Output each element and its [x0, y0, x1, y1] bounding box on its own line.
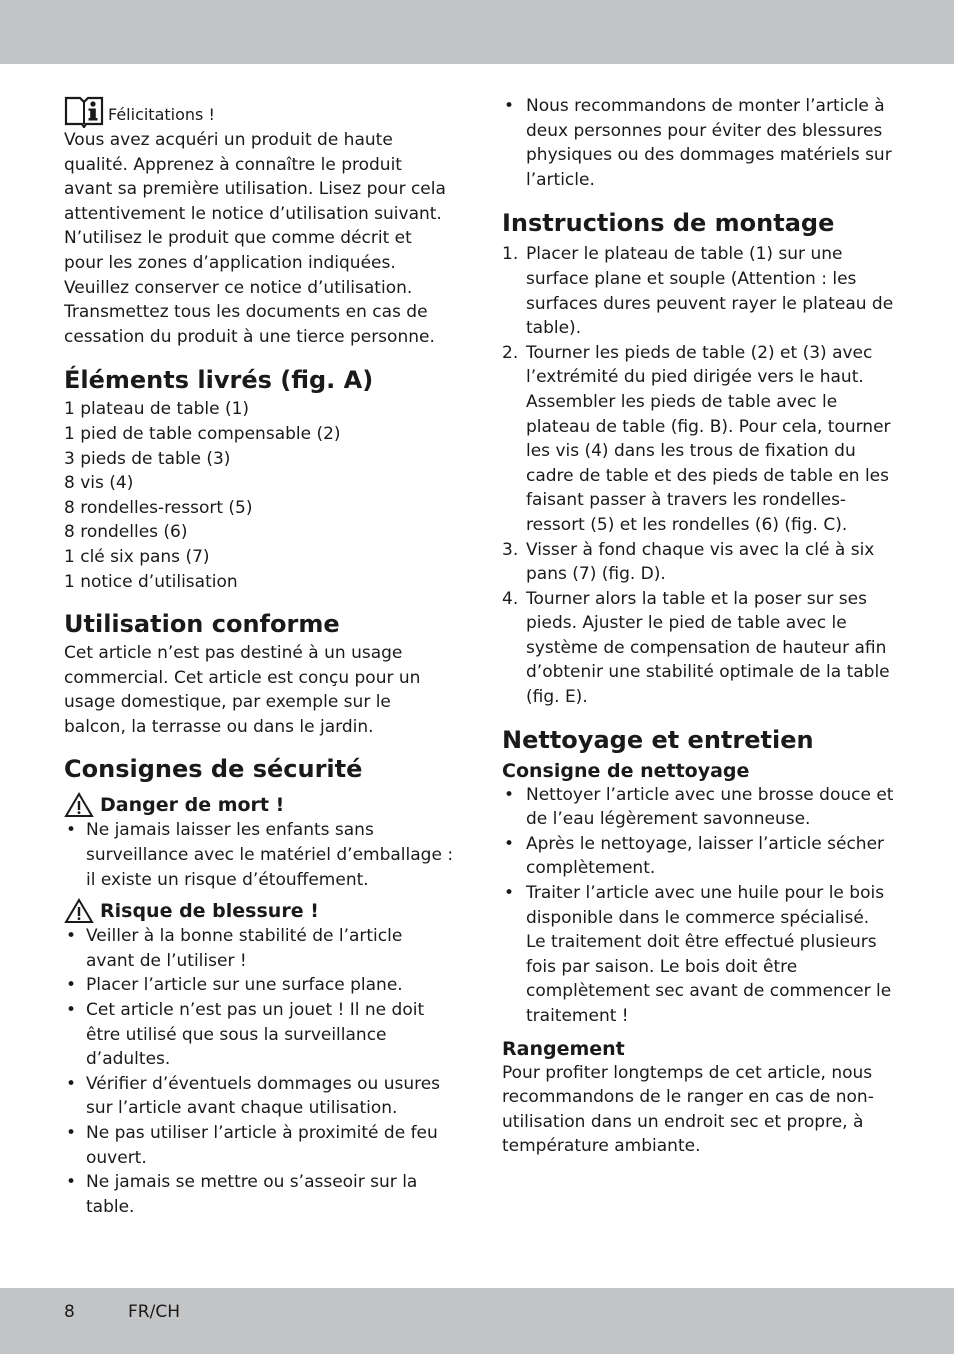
injury-item-text: Ne pas utiliser l’article à proximité de feu ouvert. [86, 1123, 438, 1168]
assembly-title: Instructions de montage [502, 209, 835, 238]
contents-item: 1 plateau de table (1) [64, 399, 250, 420]
danger-heading-row [64, 792, 454, 818]
warning-triangle-icon [64, 898, 94, 924]
care-title: Nettoyage et entretien [502, 725, 814, 754]
safety-title: Consignes de sécurité [64, 755, 363, 784]
danger-item-text: Ne jamais laisser les enfants sans surveillance avec le matériel d’emballage : il existe un risque d’étouffement. [86, 820, 454, 890]
intro-heading-row [64, 94, 454, 128]
warning-triangle-icon [64, 792, 94, 818]
injury-item-text: Placer l’article sur une surface plane. [86, 975, 403, 996]
cleaning-item [502, 783, 894, 832]
language-code: FR/CH [128, 1302, 180, 1322]
injury-item-text: Cet article n’est pas un jouet ! Il ne doit être utilisé que sous la surveillance d’adultes. [86, 1000, 425, 1070]
cleaning-item-text: Traiter l’article avec une huile pour le bois disponible dans le commerce spécialisé. [526, 883, 885, 928]
step-number: 2. [502, 342, 519, 363]
injury-item [64, 973, 454, 998]
right-column [502, 94, 894, 1159]
bullet-dot: • [504, 833, 515, 854]
injury-item [64, 1121, 454, 1170]
cleaning-title: Consigne de nettoyage [502, 759, 750, 782]
treatment-note: Le traitement doit être effectué plusieurs fois par saison. Le bois doit être complètement sec avant de commencer le traitement ! [526, 932, 892, 1026]
step-text: Visser à fond chaque vis avec la clé à six pans (7) (fig. D). [526, 539, 875, 585]
contents-list [64, 397, 454, 594]
step-text: Tourner les pieds de table (2) et (3) avec l’extrémité du pied dirigée vers le haut. Assembler les pieds de table avec le plateau de table (fig. B). Pour cela, tourner les vis (4) dans les trous de fixation du cadre de table et des pieds de table en les faisant passer à travers les rondelles-ressort (5) et les rondelles (6) (fig. C). [526, 342, 891, 535]
bullet-dot: • [66, 1172, 77, 1193]
step-number: 4. [502, 588, 519, 609]
injury-heading-row [64, 898, 454, 924]
contents-item: 3 pieds de table (3) [64, 448, 231, 469]
assembly-step [502, 538, 894, 587]
injury-title: Risque de blessure ! [100, 900, 319, 923]
bullet-dot: • [66, 926, 77, 947]
bullet-dot: • [66, 820, 77, 841]
bullet-dot: • [504, 96, 515, 116]
contents-item: 8 vis (4) [64, 473, 134, 494]
step-text: Placer le plateau de table (1) sur une surface plane et souple (Attention : les surfaces dures peuvent rayer le plateau de table). [526, 244, 894, 339]
injury-item-text: Veiller à la bonne stabilité de l’article avant de l’utiliser ! [86, 926, 403, 971]
contents-item: 1 notice d’utilisation [64, 571, 238, 592]
safety-continued-text: Nous recommandons de monter l’article à deux personnes pour éviter des blessures physiques ou des dommages matériels sur l’article. [526, 96, 892, 190]
bullet-dot: • [504, 784, 515, 805]
bullet-dot: • [66, 1073, 77, 1094]
contents-item: 8 rondelles-ressort (5) [64, 497, 253, 518]
intro-heading: Félicitations ! [108, 105, 215, 125]
storage-title: Rangement [502, 1037, 625, 1060]
contents-item: 1 clé six pans (7) [64, 546, 210, 567]
danger-title: Danger de mort ! [100, 794, 285, 817]
injury-item [64, 998, 454, 1072]
safety-continued-item [502, 94, 894, 192]
cleaning-item-text: Après le nettoyage, laisser l’article sécher complètement. [526, 833, 885, 879]
intro-paragraph-2: N’utilisez le produit que comme décrit et pour les zones d’application indiquées. Veuillez conserver ce notice d’utilisation. Transmettez tous les documents en cas de cessation du produit à une tierce personne. [64, 228, 435, 347]
step-number: 3. [502, 539, 519, 560]
injury-item-text: Ne jamais se mettre ou s’asseoir sur la table. [86, 1172, 418, 1217]
assembly-step [502, 242, 894, 340]
contents-item: 8 rondelles (6) [64, 522, 188, 543]
cleaning-item [502, 881, 894, 930]
injury-item [64, 1072, 454, 1121]
cleaning-item-text: Nettoyer l’article avec une brosse douce et de l’eau légèrement savonneuse. [526, 784, 894, 830]
header-band [0, 0, 954, 64]
bullet-dot: • [66, 1123, 77, 1143]
cleaning-item [502, 832, 894, 881]
injury-item [64, 1170, 454, 1219]
bullet-dot: • [66, 1000, 77, 1021]
injury-item-text: Vérifier d’éventuels dommages ou usures sur l’article avant chaque utilisation. [86, 1073, 441, 1119]
storage-text: Pour profiter longtemps de cet article, nous recommandons de le ranger en cas de non-utilisation dans un endroit sec et propre, à température ambiante. [502, 1062, 874, 1157]
intended-use-title: Utilisation conforme [64, 610, 340, 639]
assembly-step [502, 341, 894, 538]
info-book-icon [64, 94, 104, 128]
assembly-step [502, 587, 894, 710]
contents-title: Éléments livrés (fig. A) [64, 366, 374, 395]
page-number: 8 [64, 1302, 75, 1322]
step-text: Tourner alors la table et la poser sur ses pieds. Ajuster le pied de table avec le système de compensation de hauteur afin d’obtenir une stabilité optimale de la table (fig. E). [526, 588, 890, 708]
left-column [64, 94, 454, 1219]
bullet-dot: • [504, 883, 515, 904]
intro-paragraph-1: Vous avez acquéri un produit de haute qualité. Apprenez à connaître le produit avant sa première utilisation. Lisez pour cela attentivement le notice d’utilisation suivant. [64, 130, 446, 224]
intended-use-text: Cet article n’est pas destiné à un usage commercial. Cet article est conçu pour un usage domestique, par exemple sur le balcon, la terrasse ou dans le jardin. [64, 643, 421, 737]
bullet-dot: • [66, 975, 77, 996]
danger-item [64, 818, 454, 892]
contents-item: 1 pied de table compensable (2) [64, 423, 341, 444]
injury-item [64, 924, 454, 973]
step-number: 1. [502, 244, 519, 265]
